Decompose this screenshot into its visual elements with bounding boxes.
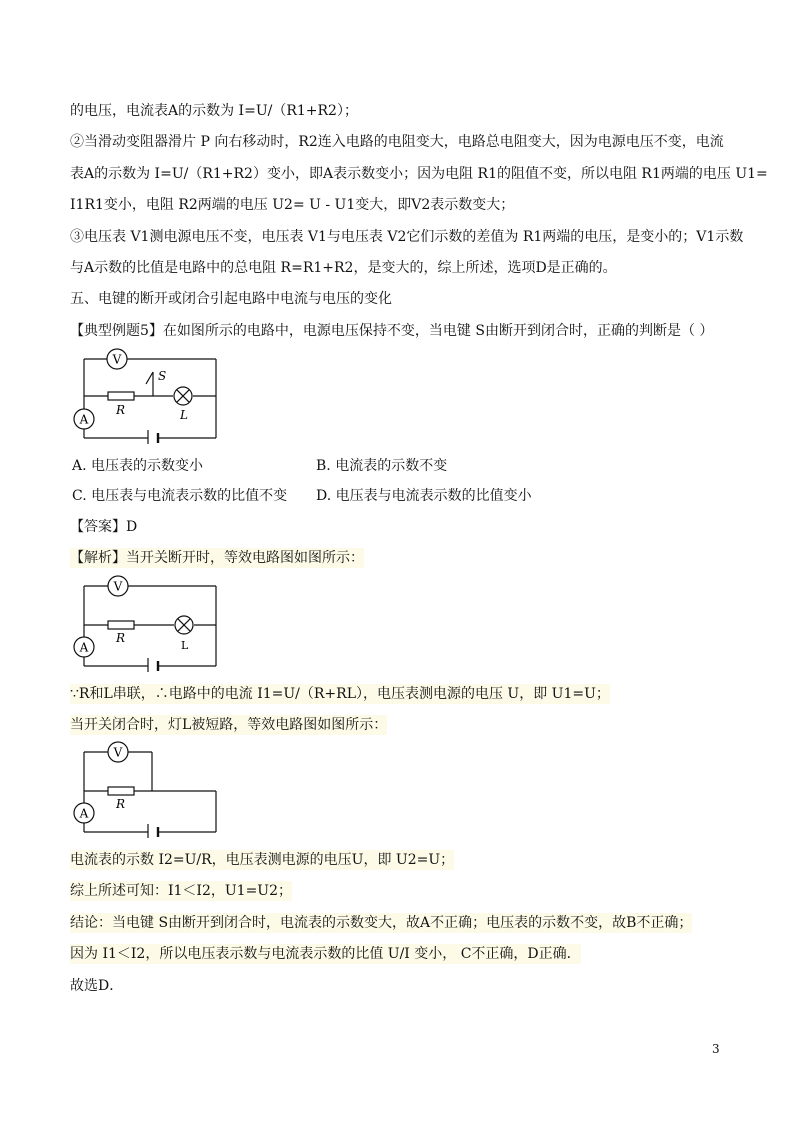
voltmeter-label: V xyxy=(113,579,123,594)
text-line-1: 的电压，电流表A的示数为 I=U/（R1+R2）； xyxy=(70,103,358,119)
ammeter-symbol xyxy=(74,637,94,657)
analysis-because: 因为 I1＜I2，所以电压表示数与电流表示数的比值 U/I 变小， C不正确，D正确． xyxy=(70,946,581,962)
analysis-choose: 故选D． xyxy=(70,978,124,994)
ammeter-label: A xyxy=(79,640,89,655)
answer: 【答案】D xyxy=(70,519,138,535)
ammeter-label: A xyxy=(79,412,89,427)
analysis-summary: 综上所述可知：I1＜I2，U1=U2； xyxy=(70,883,293,899)
switch-label: S xyxy=(158,369,167,383)
option-a: A. 电压表的示数变小 xyxy=(72,458,204,474)
section-heading: 五、电键的断开或闭合引起电路中电流与电压的变化 xyxy=(70,291,392,307)
voltmeter-symbol xyxy=(108,742,128,762)
lamp-symbol xyxy=(174,387,192,405)
analysis-series-note: ∵R和L串联，∴电路中的电流 I1=U/（R+RL），电压表测电源的电压 U，即 U1=U； xyxy=(70,686,610,702)
resistor-label: R xyxy=(116,631,126,645)
voltmeter-label: V xyxy=(112,352,122,367)
option-c: C. 电压表与电流表示数的比值不变 xyxy=(72,488,288,504)
analysis-closed-case: 当开关闭合时，灯L被短路，等效电路图如图所示： xyxy=(70,717,388,733)
voltmeter-symbol xyxy=(108,576,128,596)
text-line-5: ③电压表 V1测电源电压不变，电压表 V1与电压表 V2它们示数的差值为 R1两端的电压，是变小的；V1示数 xyxy=(70,229,744,245)
example-question: 【典型例题5】在如图所示的电路中，电源电压保持不变，当电键 S由断开到闭合时，正确的判断是（ ） xyxy=(70,323,714,339)
lamp-symbol xyxy=(175,616,193,634)
option-b: B. 电流表的示数不变 xyxy=(316,458,448,474)
voltmeter-label: V xyxy=(113,745,123,760)
ammeter-symbol xyxy=(74,409,94,429)
resistor-label: R xyxy=(116,403,126,417)
resistor-label: R xyxy=(116,797,126,811)
page-number: 3 xyxy=(712,1042,720,1056)
circuit-diagram-switch-open xyxy=(70,572,230,672)
analysis-open-case: 【解析】当开关断开时，等效电路图如图所示： xyxy=(70,550,364,566)
ammeter-label: A xyxy=(79,806,89,821)
text-line-6: 与A示数的比值是电路中的总电阻 R=R1+R2，是变大的，综上所述，选项D是正确的。 xyxy=(70,260,617,276)
analysis-conclusion: 结论：当电键 S由断开到闭合时，电流表的示数变大，故A不正确；电压表的示数不变，故B不正确； xyxy=(70,915,693,931)
circuit-diagram-question xyxy=(70,344,230,444)
lamp-label: L xyxy=(180,408,188,422)
text-line-2: ②当滑动变阻器滑片 P 向右移动时，R2连入电路的电阻变大，电路总电阻变大，因为电源电压不变，电流 xyxy=(70,134,724,150)
voltmeter-symbol xyxy=(107,349,127,369)
lamp-label: L xyxy=(181,639,189,652)
ammeter-symbol xyxy=(74,803,94,823)
option-d: D. 电压表与电流表示数的比值变小 xyxy=(316,488,532,504)
text-line-4: I1R1变小，电阻 R2两端的电压 U2= U - U1变大，即V2表示数变大； xyxy=(70,197,515,213)
circuit-diagram-switch-closed xyxy=(70,738,230,838)
analysis-current2: 电流表的示数 I2=U/R，电压表测电源的电压U，即 U2=U； xyxy=(70,852,455,868)
text-line-3: 表A的示数为 I=U/（R1+R2）变小，即A表示数变小；因为电阻 R1的阻值不变，所以电阻 R1两端的电压 U1= xyxy=(70,166,768,182)
